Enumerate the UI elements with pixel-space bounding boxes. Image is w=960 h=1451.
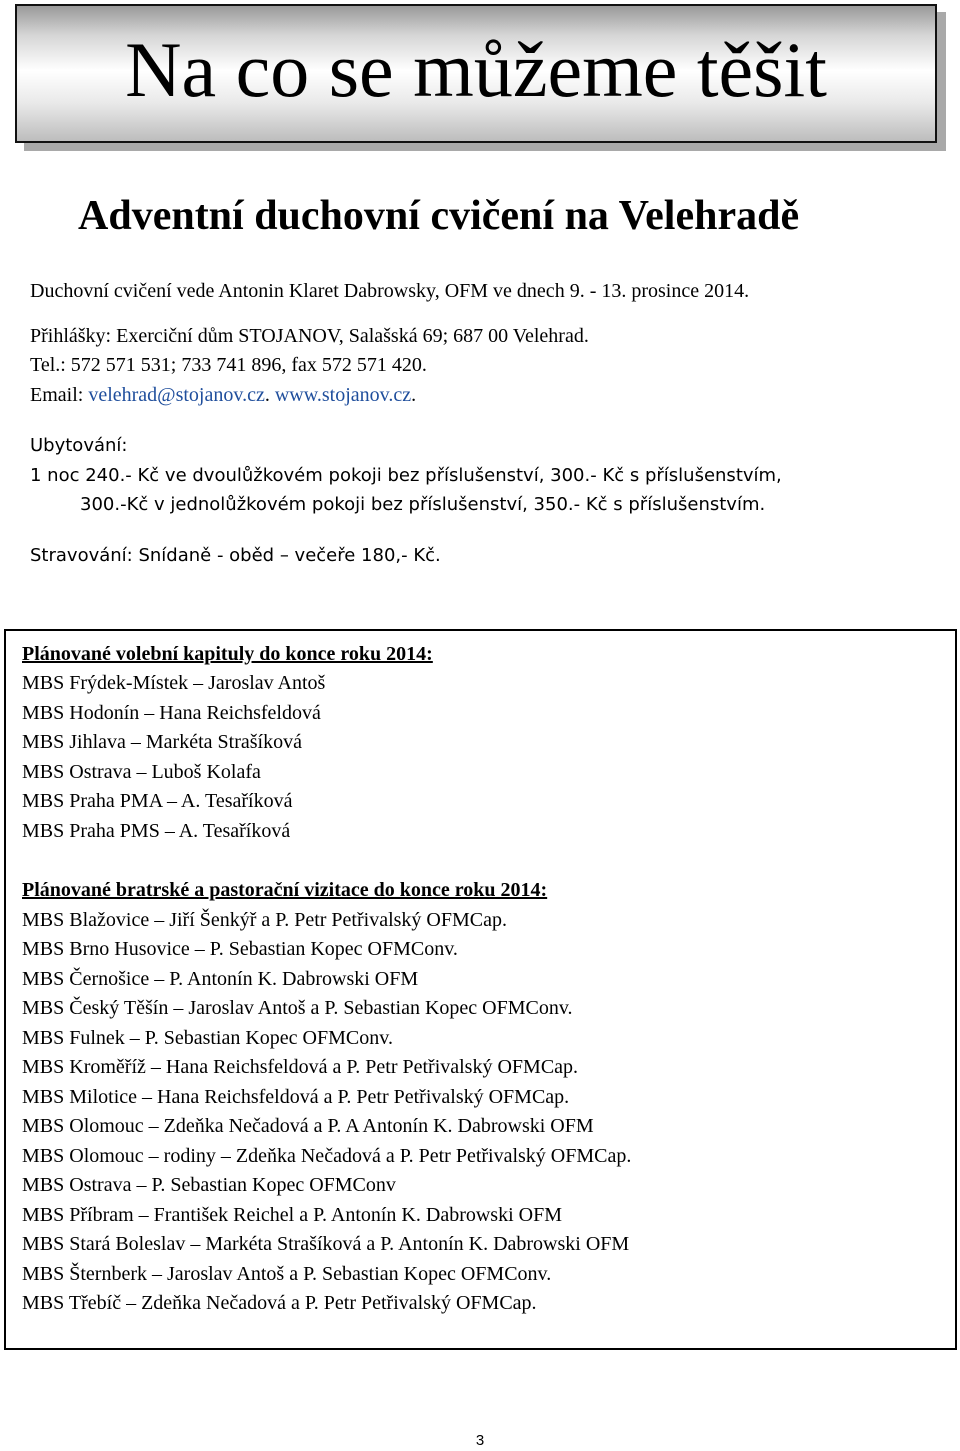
visit-item: MBS Třebíč – Zdeňka Nečadová a P. Petr Petřivalský OFMCap.	[22, 1292, 537, 1314]
chapter-item: MBS Frýdek-Místek – Jaroslav Antoš	[22, 672, 326, 694]
visit-item: MBS Blažovice – Jiří Šenkýř a P. Petr Petřivalský OFMCap.	[22, 909, 507, 931]
visit-item: MBS Milotice – Hana Reichsfeldová a P. Petr Petřivalský OFMCap.	[22, 1086, 570, 1108]
email-line	[30, 382, 416, 408]
visit-item: MBS Český Těšín – Jaroslav Antoš a P. Sebastian Kopec OFMConv.	[22, 997, 573, 1019]
chapter-item: MBS Praha PMA – A. Tesaříková	[22, 790, 293, 812]
article-heading: Adventní duchovní cvičení na Velehradě	[78, 193, 800, 239]
chapter-item: MBS Ostrava – Luboš Kolafa	[22, 761, 261, 783]
web-link[interactable]: www.stojanov.cz	[274, 384, 412, 406]
visits-heading: Plánované bratrské a pastorační vizitace do konce roku 2014:	[22, 879, 548, 901]
title-banner	[15, 4, 937, 143]
banner-title: Na co se můžeme těšit	[125, 26, 827, 113]
accommodation-label: Ubytování:	[30, 435, 128, 456]
web-end: .	[411, 384, 417, 406]
accommodation-line-2: 300.-Kč v jednolůžkovém pokoji bez příslušenství, 350.- Kč s příslušenstvím.	[80, 494, 766, 515]
email-link[interactable]: velehrad@stojanov.cz	[88, 384, 265, 406]
schedule-box	[4, 629, 957, 1350]
visit-item: MBS Olomouc – rodiny – Zdeňka Nečadová a P. Petr Petřivalský OFMCap.	[22, 1145, 632, 1167]
visit-item: MBS Brno Husovice – P. Sebastian Kopec OFMConv.	[22, 938, 458, 960]
visit-item: MBS Šternberk – Jaroslav Antoš a P. Sebastian Kopec OFMConv.	[22, 1263, 552, 1285]
accommodation-line-1: 1 noc 240.- Kč ve dvoulůžkovém pokoji bez příslušenství, 300.- Kč s příslušenstvím,	[30, 465, 782, 486]
visit-item: MBS Příbram – František Reichel a P. Antonín K. Dabrowski OFM	[22, 1204, 562, 1226]
meals-text: Stravování: Snídaně - oběd – večeře 180,- Kč.	[30, 545, 441, 566]
phone-text: Tel.: 572 571 531; 733 741 896, fax 572 571 420.	[30, 354, 427, 376]
visit-item: MBS Fulnek – P. Sebastian Kopec OFMConv.	[22, 1027, 393, 1049]
visit-item: MBS Kroměříž – Hana Reichsfeldová a P. Petr Petřivalský OFMCap.	[22, 1056, 579, 1078]
visit-item: MBS Olomouc – Zdeňka Nečadová a P. A Antonín K. Dabrowski OFM	[22, 1115, 594, 1137]
chapter-item: MBS Jihlava – Markéta Strašíková	[22, 731, 302, 753]
page-number: 3	[475, 1432, 485, 1449]
email-separator: .	[264, 384, 275, 406]
visit-item: MBS Stará Boleslav – Markéta Strašíková a P. Antonín K. Dabrowski OFM	[22, 1233, 630, 1255]
visit-item: MBS Ostrava – P. Sebastian Kopec OFMConv	[22, 1174, 396, 1196]
visit-item: MBS Černošice – P. Antonín K. Dabrowski OFM	[22, 968, 419, 990]
chapter-item: MBS Praha PMS – A. Tesaříková	[22, 820, 291, 842]
chapters-heading: Plánované volební kapituly do konce roku 2014:	[22, 643, 433, 665]
chapter-item: MBS Hodonín – Hana Reichsfeldová	[22, 702, 321, 724]
intro-text: Duchovní cvičení vede Antonin Klaret Dabrowsky, OFM ve dnech 9. - 13. prosince 2014.	[30, 280, 750, 302]
email-label: Email:	[30, 384, 89, 406]
registration-text: Přihlášky: Exerciční dům STOJANOV, Salašská 69; 687 00 Velehrad.	[30, 325, 589, 347]
